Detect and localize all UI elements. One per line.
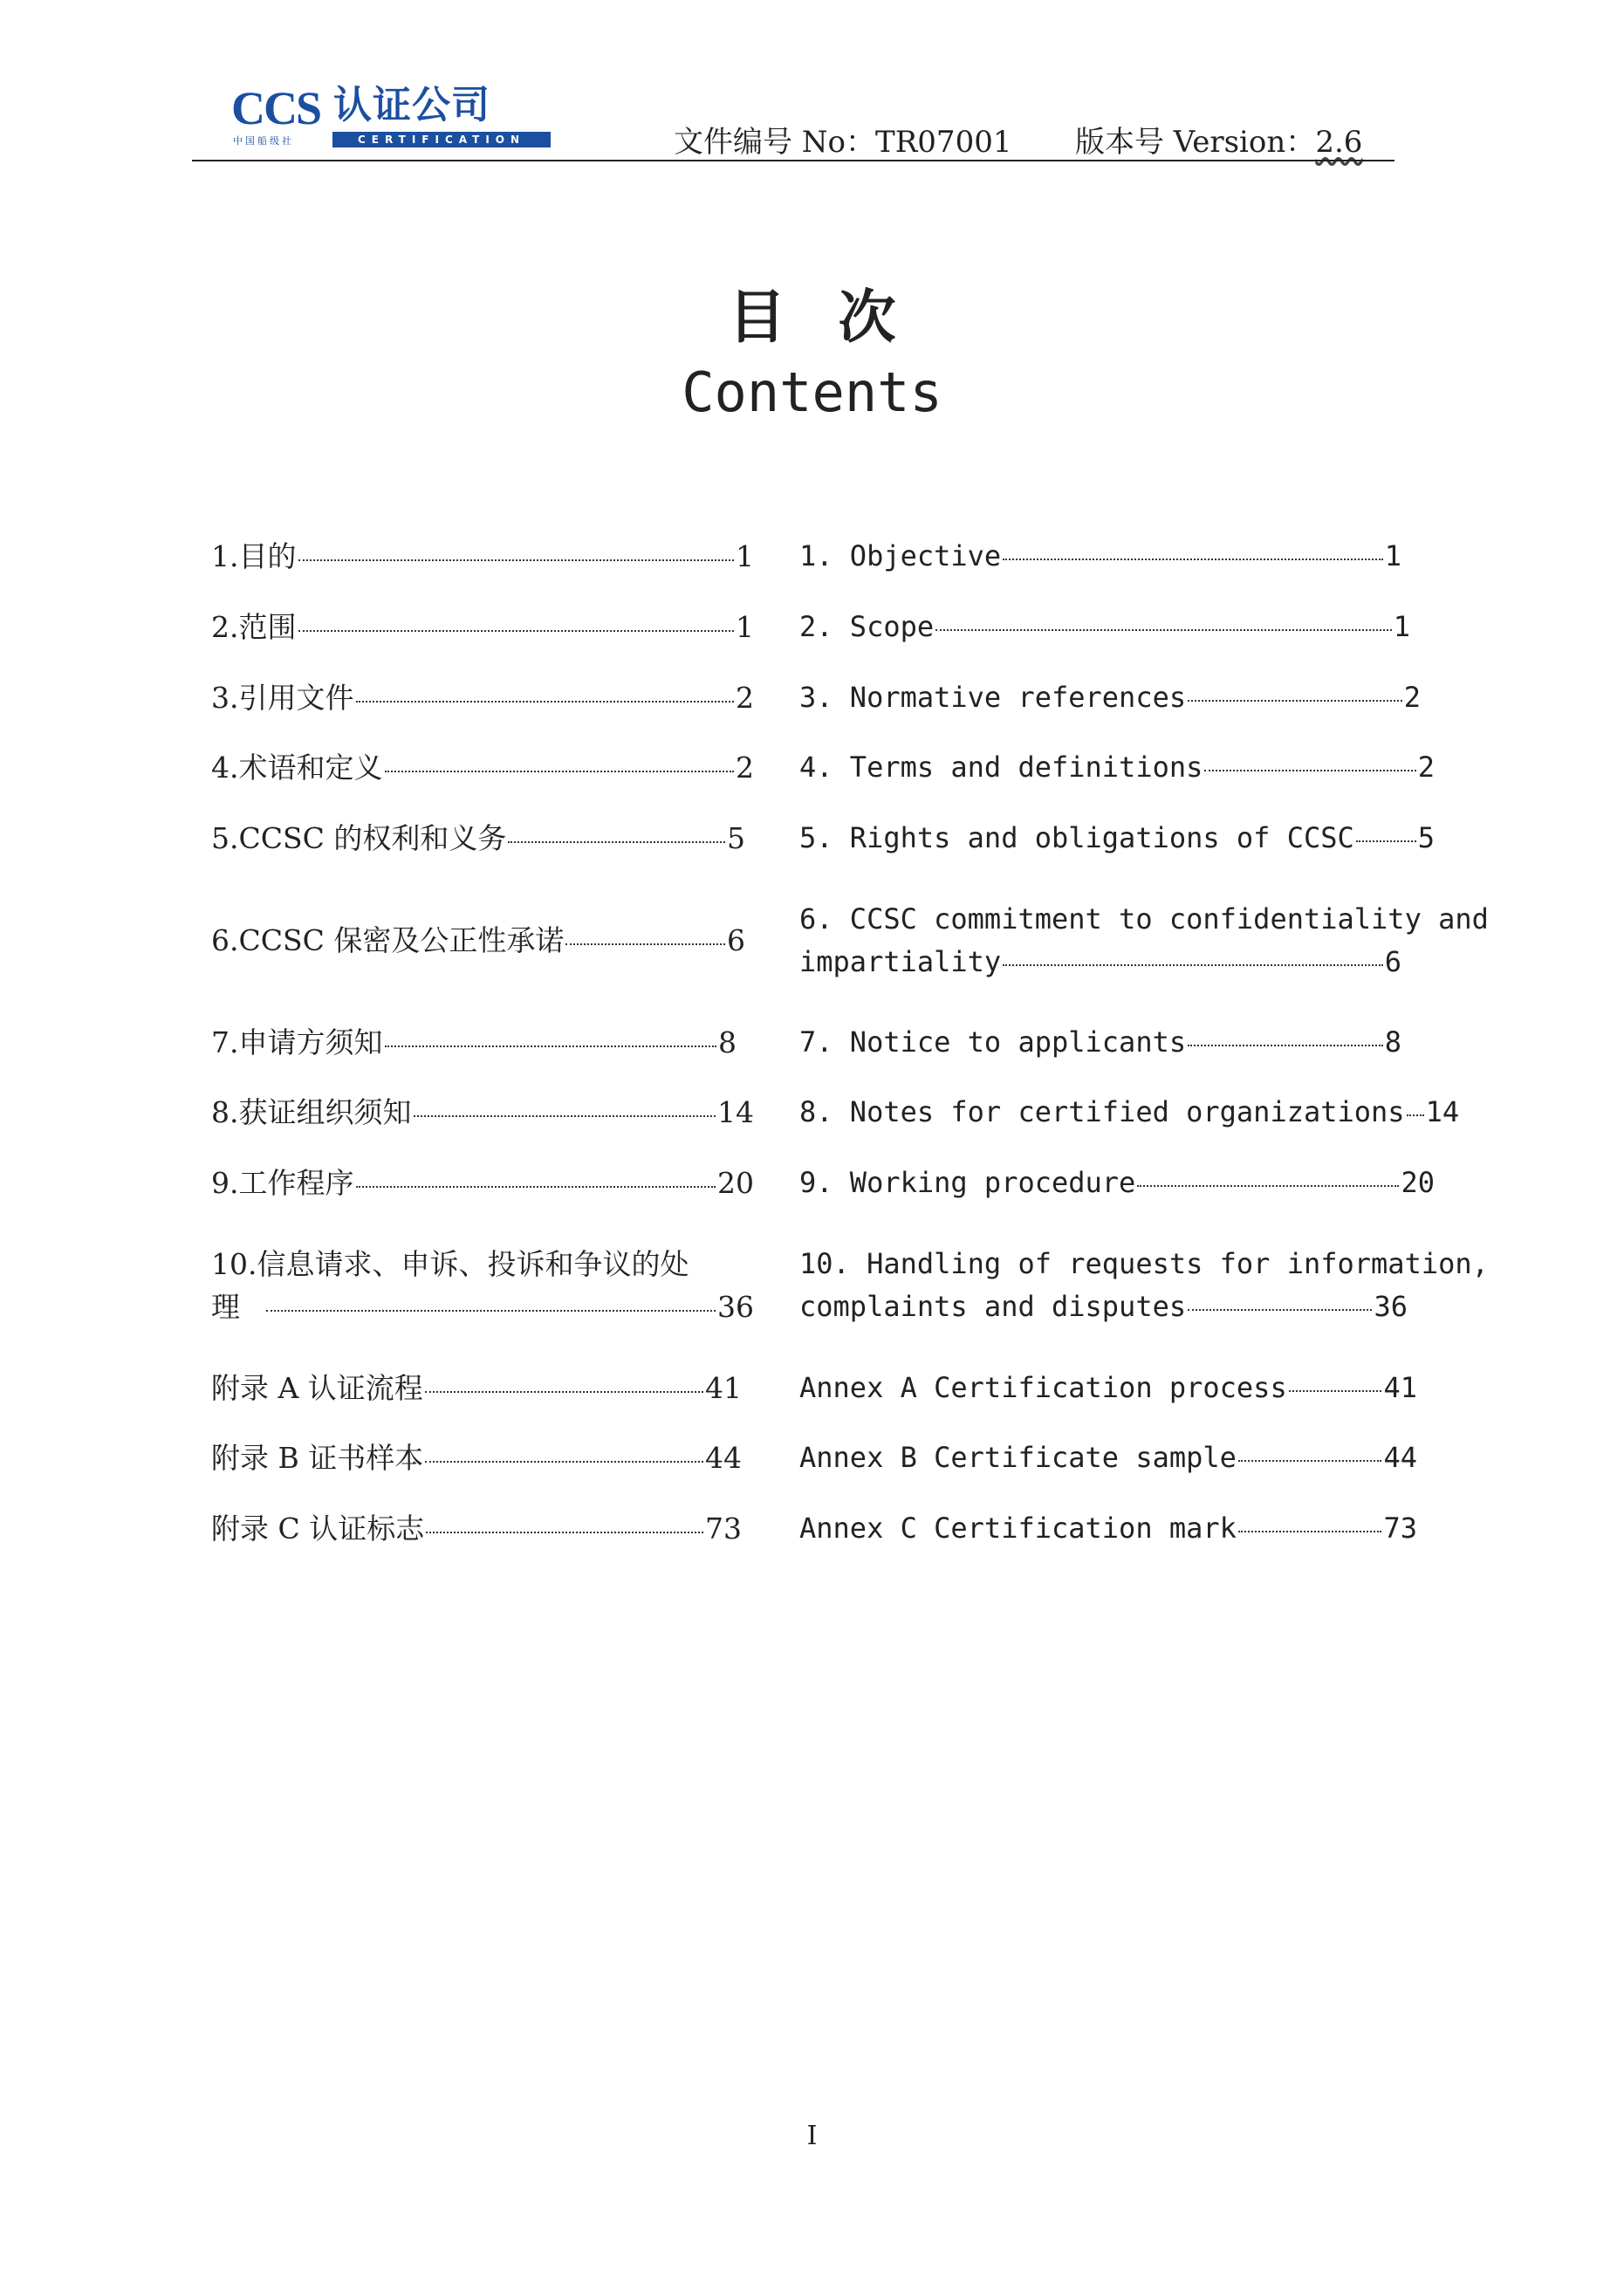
toc-cn-item[interactable] <box>211 606 754 648</box>
toc-label: 1. Objective <box>799 539 1002 572</box>
ccs-certification-logo <box>231 82 572 147</box>
toc-label: 5.CCSC 的权利和义务 <box>211 821 507 855</box>
toc-cn-item[interactable] <box>211 1243 754 1328</box>
dot-leader <box>1188 700 1402 702</box>
toc-label: 3. Normative references <box>799 681 1187 714</box>
toc-page: 14 <box>1425 1095 1460 1128</box>
toc-page: 44 <box>705 1441 742 1475</box>
page-number: I <box>806 2121 818 2151</box>
toc-label: 8. Notes for certified organizations <box>799 1095 1405 1128</box>
toc-cn-item[interactable] <box>211 1162 754 1204</box>
dot-leader <box>356 1186 716 1188</box>
dot-leader <box>385 1045 717 1047</box>
toc-label: 2.范围 <box>211 610 297 644</box>
document-number: 文件编号 No：TR07001 <box>674 125 1012 160</box>
version-value: 2.6 <box>1315 125 1363 160</box>
toc-label: 10.信息请求、申诉、投诉和争议的处 <box>211 1247 689 1281</box>
toc-cn-item[interactable] <box>211 1091 754 1134</box>
toc-page: 2 <box>1417 751 1435 784</box>
toc-label: 2. Scope <box>799 610 935 643</box>
toc-label-continued: complaints and disputes <box>799 1290 1187 1323</box>
toc-page: 73 <box>705 1512 742 1546</box>
dot-leader <box>1003 964 1383 966</box>
toc-label: 6. CCSC commitment to confidentiality and <box>799 902 1489 936</box>
toc-cn-item[interactable] <box>211 746 754 789</box>
toc-page: 14 <box>717 1095 754 1129</box>
dot-leader <box>425 1391 703 1393</box>
toc-page: 6 <box>727 923 745 957</box>
toc-page: 2 <box>736 681 754 715</box>
logo-bar-text: CERTIFICATION <box>332 132 551 147</box>
dot-leader <box>266 1310 716 1312</box>
dot-leader <box>1188 1309 1372 1311</box>
dot-leader <box>298 630 735 632</box>
toc-en-item[interactable] <box>799 676 1421 719</box>
toc-en-item[interactable] <box>799 606 1410 648</box>
toc-page: 36 <box>1374 1290 1408 1323</box>
document-version <box>1075 118 1362 161</box>
logo-cn-text: 认证公司 <box>333 83 490 127</box>
dot-leader <box>385 771 735 772</box>
version-label: 版本号 Version： <box>1075 125 1316 160</box>
dot-leader <box>426 1532 703 1533</box>
toc-label: 9. Working procedure <box>799 1166 1136 1199</box>
page-header <box>192 83 1394 161</box>
toc-page: 8 <box>1384 1025 1401 1059</box>
toc-label: 5. Rights and obligations of CCSC <box>799 821 1354 854</box>
dot-leader <box>565 943 725 945</box>
toc-page: 5 <box>727 821 745 855</box>
toc-cn-item[interactable] <box>211 676 754 719</box>
dot-leader <box>1289 1390 1382 1392</box>
toc-label: 7.申请方须知 <box>211 1025 383 1059</box>
toc-en-item[interactable] <box>799 1021 1401 1064</box>
toc-label: Annex A Certification process <box>799 1371 1287 1404</box>
toc-label-continued: 理 <box>211 1290 240 1324</box>
toc-page: 36 <box>717 1290 754 1324</box>
toc-label: 附录 A 认证流程 <box>211 1371 423 1405</box>
toc-label-continued: impartiality <box>799 945 1002 978</box>
toc-en-item[interactable] <box>799 898 1489 984</box>
toc-en-item[interactable] <box>799 1091 1460 1134</box>
toc-page: 1 <box>736 539 754 573</box>
dot-leader <box>1238 1460 1382 1462</box>
toc-page: 2 <box>736 751 754 785</box>
dot-leader <box>356 701 735 703</box>
toc-label: 1.目的 <box>211 539 297 573</box>
dot-leader <box>1188 1045 1383 1046</box>
toc-en-item[interactable] <box>799 1162 1435 1204</box>
toc-label: 附录 B 证书样本 <box>211 1441 424 1475</box>
dot-leader <box>414 1115 716 1117</box>
toc-page: 1 <box>1384 539 1401 572</box>
toc-label: 6.CCSC 保密及公正性承诺 <box>211 923 565 957</box>
toc-cn-item[interactable] <box>211 1021 737 1064</box>
toc-cn-item[interactable] <box>211 919 745 962</box>
logo-ccs-text: CCS <box>231 82 321 134</box>
toc-label: 4. Terms and definitions <box>799 751 1203 784</box>
toc-page: 73 <box>1383 1512 1417 1545</box>
toc-label: 附录 C 认证标志 <box>211 1512 425 1546</box>
toc-cn-item[interactable] <box>211 535 754 578</box>
toc-page: 1 <box>1393 610 1410 643</box>
title-english: Contents <box>682 360 942 424</box>
toc-page: 20 <box>1401 1166 1435 1199</box>
dot-leader <box>1204 770 1415 771</box>
toc-label: 3.引用文件 <box>211 681 354 715</box>
toc-en-item[interactable] <box>799 1507 1417 1550</box>
toc-cn-item[interactable] <box>211 817 745 860</box>
dot-leader <box>425 1461 703 1463</box>
dot-leader <box>1238 1531 1382 1532</box>
toc-label: 10. Handling of requests for information, <box>799 1247 1489 1280</box>
toc-cn-item[interactable] <box>211 1507 742 1550</box>
toc-en-item[interactable] <box>799 1436 1417 1479</box>
toc-label: 9.工作程序 <box>211 1166 354 1200</box>
toc-cn-item[interactable] <box>211 1436 742 1479</box>
toc-page: 1 <box>736 610 754 644</box>
dot-leader <box>508 841 725 843</box>
toc-label: 7. Notice to applicants <box>799 1025 1187 1059</box>
dot-leader <box>298 559 735 561</box>
dot-leader <box>935 629 1392 631</box>
toc-cn-item[interactable] <box>211 1367 742 1409</box>
toc-label: 4.术语和定义 <box>211 751 383 785</box>
logo-sub-text: 中国船级社 <box>233 135 294 147</box>
title-chinese: 目次 <box>728 284 949 351</box>
toc-page: 2 <box>1403 681 1421 714</box>
toc-en-item[interactable] <box>799 1243 1489 1328</box>
dot-leader <box>1407 1114 1424 1116</box>
toc-page: 8 <box>718 1025 737 1059</box>
toc-page: 6 <box>1384 945 1401 978</box>
toc-page: 41 <box>705 1371 742 1405</box>
toc-en-item[interactable] <box>799 1367 1417 1409</box>
toc-label: Annex B Certificate sample <box>799 1441 1237 1474</box>
dot-leader <box>1356 840 1416 842</box>
toc-en-item[interactable] <box>799 746 1435 789</box>
toc-label: Annex C Certification mark <box>799 1512 1237 1545</box>
dot-leader <box>1003 559 1383 560</box>
toc-page: 41 <box>1383 1371 1417 1404</box>
toc-en-item[interactable] <box>799 535 1401 578</box>
toc-en-item[interactable] <box>799 817 1435 860</box>
dot-leader <box>1137 1185 1399 1187</box>
header-rule <box>192 160 1394 161</box>
toc-page: 44 <box>1383 1441 1417 1474</box>
toc-label: 8.获证组织须知 <box>211 1095 412 1129</box>
toc-page: 20 <box>717 1166 754 1200</box>
toc-page: 5 <box>1417 821 1435 854</box>
